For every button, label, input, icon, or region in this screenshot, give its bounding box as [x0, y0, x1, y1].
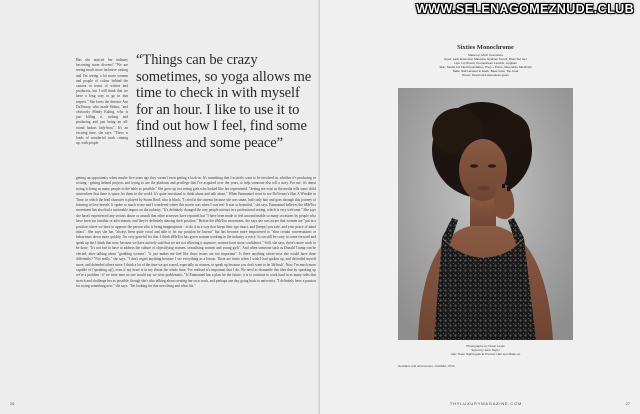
- caption-lines: [398, 53, 573, 77]
- caption-line: Nails: Nail Lacquer in black, Base Coat, Top Coat: [452, 69, 519, 73]
- caption-line: Lips: Lip Pencil, Cremesheen Lipstick, Lipglass: [454, 61, 517, 65]
- credit-line: Photographs by Oscar Lewis: [466, 344, 505, 348]
- pull-quote: “Things can be crazy sometimes, so yoga allows me time to check in with myself for an hour. I like to use it to find out how I feel, find some stillness and some peace”: [136, 52, 312, 151]
- photo-credits: [398, 344, 573, 356]
- credit-line: Styled by Jane Taylor: [471, 348, 500, 352]
- caption-title: Sixties Monochrome: [457, 44, 514, 51]
- caption-line: Dress: Sequinned sleeveless gown: [462, 73, 509, 77]
- caption-line: Make-up: MAC Cosmetics: [468, 53, 503, 57]
- photo-caption-block: [398, 44, 573, 77]
- page-number-right: 27: [625, 401, 630, 406]
- photo-caption-bottom: Necklace and accessories, CHANEL, POA: [398, 364, 455, 368]
- watermark-text: WWW.SELENAGOMEZNUDE.CLUB: [416, 2, 634, 16]
- page-number-left: 26: [10, 401, 15, 406]
- article-body-text: getting an opportunity when maybe five years ago they weren't even getting a look-in. It's something that I actively want to be involved in, whether it's producing or writing - getting behind projects and trying to use the platform and privilege that I've acquired over the years, to help someone else tell a story. For me, it's about trying to bring as many people to the table as possible." She grew up not seeing girls who looked like her represented. "Seeing me exist in the media tells some child somewhere that there is space for them in the world. It's quite emotional to think about and talk about." When Emmanuel went to see DuVernay's film A Wrinkle in Time, in which the lead character is played by Storm Reid, who is black, "I cried in the cinema because she was smart, had curly hair and goes through this journey of learning to love herself. It spoke so much to me and I wondered where this movie was when I was ten! It was so beautiful," she says. Emmanuel believes the #MeToo movement has also had a noticeable impact on the industry. "It's definitely changed the way people interact in a professional setting, which is very welcome." She says she hasn't experienced any serious abuse or assault that other actresses have reported but "I have been made to feel uncomfortable so many occasions by people who have been too familiar or affectionate, and they're definitely abusing their position." Before the #MeToo movement, she says she was aware that women are "put in a position where we have to appease the person who is being inappropriate - to do it in a way that keeps their ego intact, and [keeps] you safe, and your peace of mind intact". She says she has "always been quite vocal and able to let my position be known" but has become more empowered to "shut certain conversations or behaviours down more quickly. I'm very grateful for that. I think #MeToo has given women working in the industry a voice. It can still be scary to come forward and speak up but I think that now, because we have actively said that we are not allowing it anymore, women have more confidence." Still, she says, there's more work to be done. "It's not fair to have to address the culture of objectifying women, sexualising women and young girls". And when someone such as Donald Trump can be elected, after talking about "grabbing women", "it just makes me feel like those issues are not important". Is there anything career-wise she would have done differently? "Not really," she says. "I don't regret anything because I see everything as a lesson. There are times when I wish I had spoken up, and defended myself more, and defended others more. I think a lot of the time we get scared, especially as women, to speak up because you don't want to be 'difficult'. Now, I'm much more capable of ('speaking up'), even if my heart is in my throat the whole time. I've realised it's important that I do. We need to dismantle this idea that by speaking up we're a problem - if we were men no one would say we were problematic." If Emmanuel has a plan for the future, it is to continue to work hard in as many roles that stretch and challenge her as possible, though she's also talking about creating her own work, and perhaps one day going back to university. "I definitely have a passion for trying something new," she says. "I'm looking for that next thing and what fits.": [76, 176, 316, 289]
- magazine-footer-title: THYLUXURYMAGAZINE.COM: [449, 401, 523, 406]
- portrait-photo: [398, 88, 573, 340]
- portrait-illustration: [398, 88, 573, 340]
- article-narrow-column: Has she noticed her industry becoming more diverse? "We are seeing much more inclusive casting and I'm seeing a lot more women and people of colour behind the camera in terms of writers and producers, but I still think that we have a long way to go in that respect." She loves the director Ava DuVernay, who made Selma, "and obviously Mindy Kaling, who is just killing it, writing and producing and just being an all-round badass lady-boss". It's an exciting time, she says. "There is loads of wonderful work coming up, with people: [76, 58, 128, 146]
- caption-line: Eyes: Lash Extension Mascara, Eyeliner Pencil, Brow Set Gel: [444, 57, 527, 61]
- caption-line: Skin: Studio Fix Fluid Foundation, Prep + Prime, Mineralize Skinfinish: [439, 65, 532, 69]
- credit-line: Hair: Team Nightingale at Premier Hair and Make-up: [450, 352, 521, 356]
